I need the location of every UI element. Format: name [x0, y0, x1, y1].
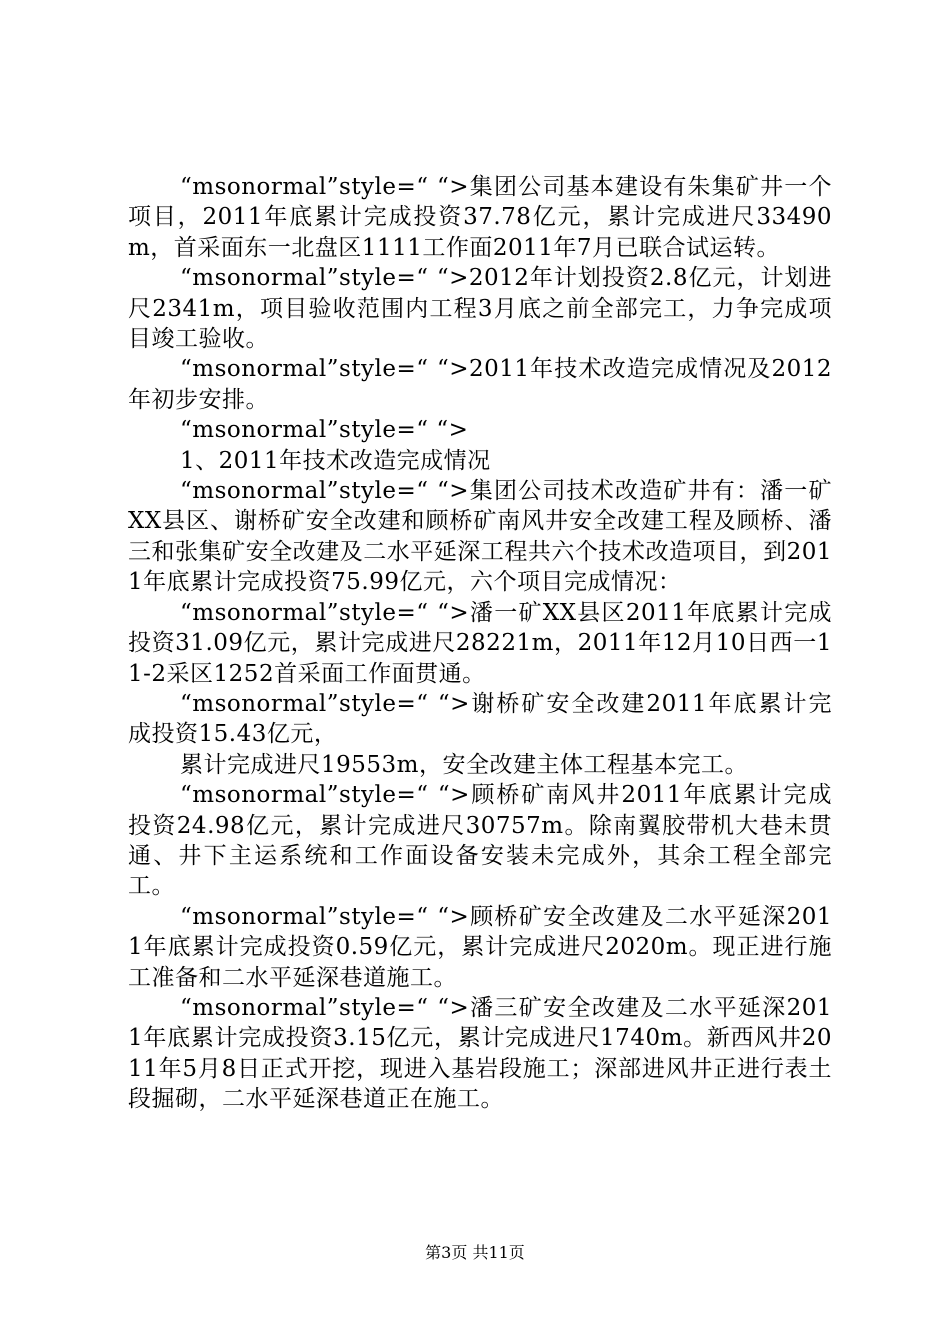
- paragraph-7: “msonormal”style=“ “>潘一矿XX县区2011年底累计完成投资31.09亿元，累计完成进尺28221m，2011年12月10日西一11-2采区1252首采面工作面贯通。: [128, 599, 832, 687]
- paragraph-9: 累计完成进尺19553m，安全改建主体工程基本完工。: [180, 751, 748, 778]
- paragraph-6: “msonormal”style=“ “>集团公司技术改造矿井有：潘一矿XX县区、谢桥矿安全改建和顾桥矿南风井安全改建工程及顾桥、潘三和张集矿安全改建及二水平延深工程共六个技术改造项目，到2011年底累计完成投资75.99亿元，六个项目完成情况：: [128, 478, 832, 596]
- page-footer: 第3页 共11页: [425, 1243, 525, 1262]
- paragraph-2: “msonormal”style=“ “>2012年计划投资2.8亿元，计划进尺2341m，项目验收范围内工程3月底之前全部完工，力争完成项目竣工验收。: [128, 265, 832, 353]
- paragraph-3: “msonormal”style=“ “>2011年技术改造完成情况及2012年初步安排。: [128, 356, 832, 413]
- paragraph-10: “msonormal”style=“ “>顾桥矿南风井2011年底累计完成投资24.98亿元，累计完成进尺30757m。除南翼胶带机大巷未贯通、井下主运系统和工作面设备安装未完成外，其余工程全部完工。: [128, 782, 832, 900]
- paragraph-11: “msonormal”style=“ “>顾桥矿安全改建及二水平延深2011年底累计完成投资0.59亿元，累计完成进尺2020m。现正进行施工准备和二水平延深巷道施工。: [128, 903, 832, 991]
- paragraph-12: “msonormal”style=“ “>潘三矿安全改建及二水平延深2011年底累计完成投资3.15亿元，累计完成进尺1740m。新西风井2011年5月8日正式开挖，现进入基岩段施工；深部进风井正进行表土段掘砌，二水平延深巷道正在施工。: [128, 994, 832, 1113]
- section-heading: 1、2011年技术改造完成情况: [180, 447, 491, 474]
- paragraph-4: “msonormal”style=“ “>: [180, 417, 469, 444]
- body-text: [128, 172, 832, 1115]
- paragraph-1: “msonormal”style=“ “>集团公司基本建设有朱集矿井一个项目，2011年底累计完成投资37.78亿元，累计完成进尺33490m，首采面东一北盘区1111工作面2011年7月已联合试运转。: [128, 174, 832, 261]
- paragraph-8: “msonormal”style=“ “>谢桥矿安全改建2011年底累计完成投资15.43亿元，: [128, 690, 832, 748]
